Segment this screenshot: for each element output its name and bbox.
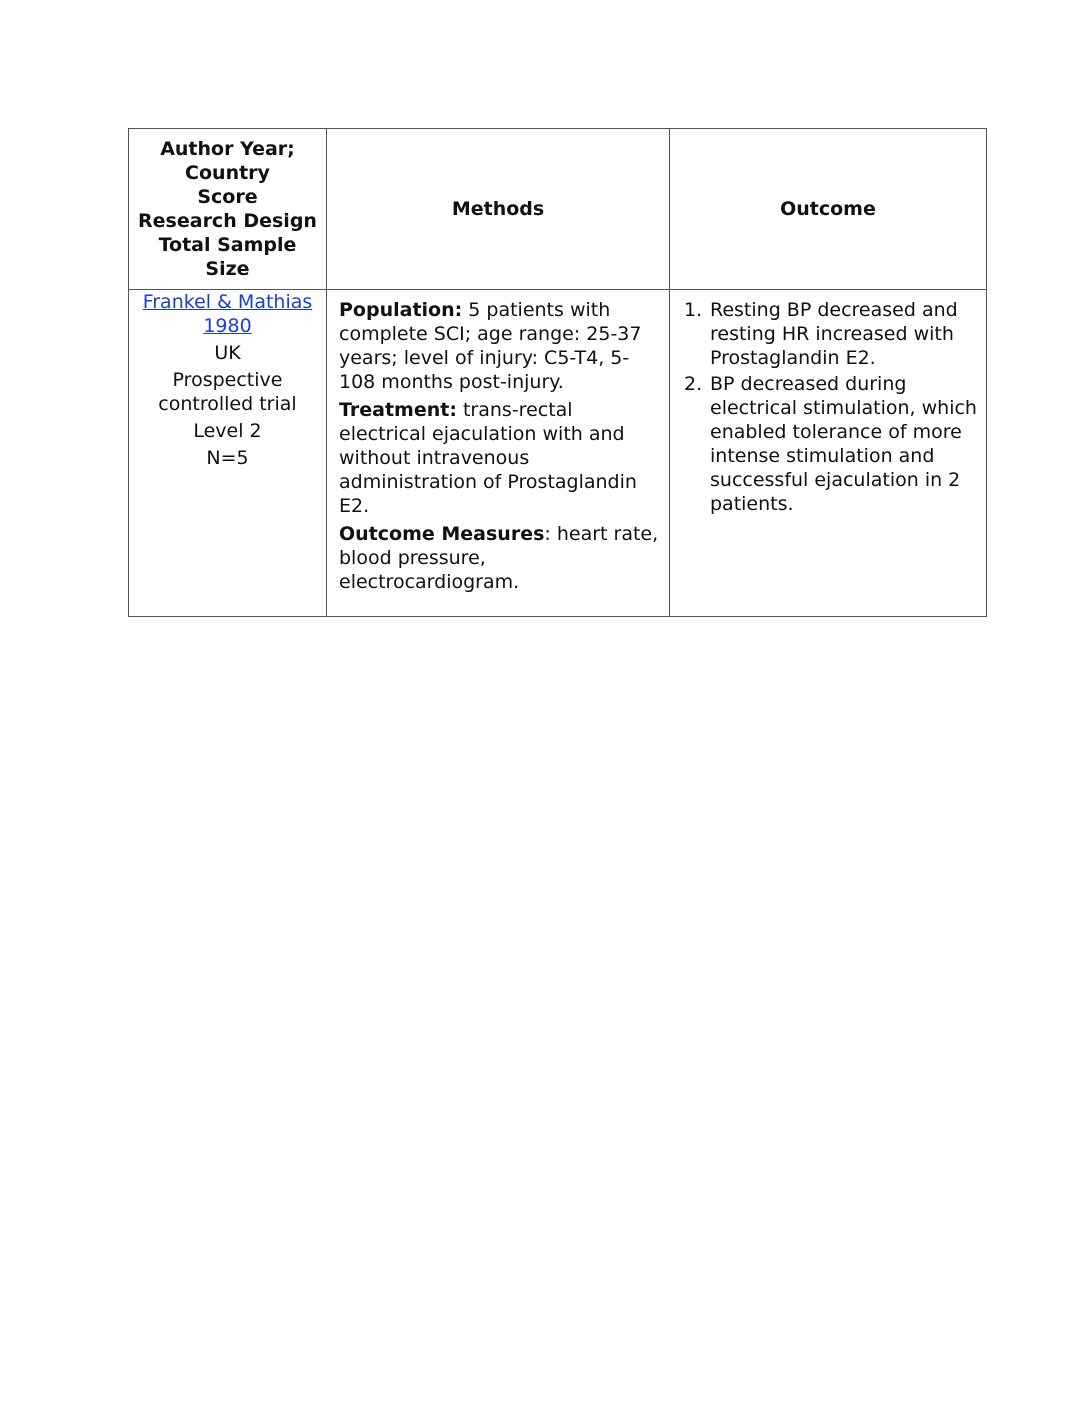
table-row [129, 290, 987, 617]
population-label: Population: [339, 299, 463, 321]
population-text: 5 patients with complete SCI; age range: 25-37 years; level of injury: C5-T4, 5-108 months post-injury. [339, 299, 642, 393]
list-text: Resting BP decreased and resting HR increased with Prostaglandin E2. [710, 299, 958, 369]
citation-line: 1980 [203, 315, 252, 337]
header-methods: Methods [327, 129, 670, 290]
list-item [684, 298, 978, 370]
treatment-paragraph [339, 398, 659, 518]
treatment-label: Treatment: [339, 399, 457, 421]
header-author-line: Research Design [138, 210, 317, 232]
score-text: Level 2 [193, 420, 262, 442]
header-author-line: Size [205, 258, 250, 280]
table-header-row [129, 129, 987, 290]
design-line: controlled trial [158, 393, 297, 415]
methods-cell [327, 290, 670, 617]
list-number: 2. [684, 373, 703, 395]
country-text: UK [214, 342, 241, 364]
design-line: Prospective [172, 369, 283, 391]
measures-paragraph [339, 522, 659, 594]
list-text: BP decreased during electrical stimulation, which enabled tolerance of more intense stimulation and successful ejaculation in 2 patients. [710, 373, 977, 515]
header-author-line: Author Year; [160, 138, 295, 160]
header-author-line: Score [197, 186, 258, 208]
citation-link[interactable] [135, 290, 320, 338]
measures-text: : heart rate, blood pressure, electrocardiogram. [339, 523, 659, 593]
citation-line: Frankel & Mathias [142, 291, 313, 313]
header-author [129, 129, 327, 290]
header-author-line: Total Sample [158, 234, 297, 256]
outcome-cell [670, 290, 987, 617]
header-author-line: Country [185, 162, 270, 184]
author-cell [129, 290, 327, 617]
header-outcome: Outcome [670, 129, 987, 290]
population-paragraph [339, 298, 659, 394]
outcome-list [684, 298, 978, 516]
list-number: 1. [684, 299, 703, 321]
measures-label: Outcome Measures [339, 523, 545, 545]
design-text [135, 368, 320, 416]
treatment-text: trans-rectal electrical ejaculation with and without intravenous administration of Prostaglandin E2. [339, 399, 637, 517]
sample-size-text: N=5 [206, 447, 249, 469]
list-item [684, 372, 978, 516]
evidence-table [128, 128, 987, 617]
